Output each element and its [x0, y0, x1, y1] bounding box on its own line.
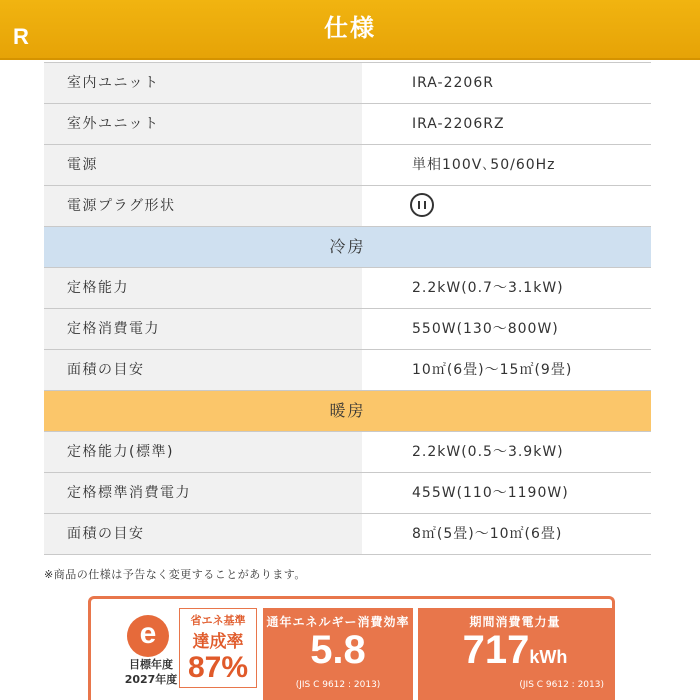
- kwh-title: 期間消費電力量: [469, 615, 561, 629]
- target-year: 目標年度 2027年度: [124, 658, 178, 686]
- apf-value: 5.8: [310, 628, 366, 672]
- apf-panel: [263, 608, 413, 700]
- apf-standard: (JIS C 9612 : 2013): [295, 680, 381, 690]
- apf-title: 通年エネルギー消費効率: [266, 615, 410, 629]
- achievement-rate-box: [179, 608, 257, 688]
- spec-note: ※商品の仕様は予告なく変更することがあります。: [44, 568, 306, 581]
- spec-value: IRA-2206R: [362, 63, 651, 103]
- spec-table: [44, 62, 651, 555]
- spec-label: 定格能力(標準): [44, 432, 362, 472]
- kwh-value-wrap: [418, 628, 612, 673]
- rate-heading: 省エネ基準: [190, 614, 246, 627]
- kwh-unit: kWh: [529, 647, 568, 667]
- spec-value: 2.2kW(0.7～3.1kW): [362, 268, 651, 308]
- power-plug-icon: [410, 193, 434, 217]
- table-row: [44, 104, 651, 145]
- spec-label: 定格消費電力: [44, 309, 362, 349]
- spec-label: 電源: [44, 145, 362, 185]
- spec-value: 455W(110～1190W): [362, 473, 651, 513]
- page-title: 仕様: [324, 14, 376, 42]
- spec-label: 定格標準消費電力: [44, 473, 362, 513]
- kwh-standard: (JIS C 9612 : 2013): [519, 680, 604, 690]
- spec-value: 10㎡(6畳)～15㎡(9畳): [362, 350, 651, 390]
- table-row: [44, 309, 651, 350]
- table-row: [44, 268, 651, 309]
- table-row: [44, 186, 651, 227]
- energy-label: [88, 596, 615, 700]
- table-row: [44, 473, 651, 514]
- spec-value: 8㎡(5畳)～10㎡(6畳): [362, 514, 651, 554]
- table-row: [44, 350, 651, 391]
- table-row: [44, 62, 651, 104]
- table-row: [44, 514, 651, 555]
- rate-label: 達成率: [192, 632, 244, 652]
- spec-label: 面積の目安: [44, 350, 362, 390]
- section-heating: 暖房: [44, 391, 651, 432]
- spec-label: 室内ユニット: [44, 63, 362, 103]
- rate-value: 87%: [187, 651, 249, 684]
- header-bar: [0, 0, 700, 58]
- section-cooling: 冷房: [44, 227, 651, 268]
- energy-saving-e-icon: [127, 615, 169, 657]
- spec-label: 面積の目安: [44, 514, 362, 554]
- kwh-value: 717: [462, 628, 530, 672]
- table-row: [44, 432, 651, 473]
- spec-value-plug: [362, 186, 651, 226]
- spec-value: IRA-2206RZ: [362, 104, 651, 144]
- spec-label: 室外ユニット: [44, 104, 362, 144]
- brand-logo: R: [13, 24, 29, 49]
- spec-value: 550W(130～800W): [362, 309, 651, 349]
- spec-value: 単相100V､50/60Hz: [362, 145, 651, 185]
- kwh-panel: [418, 608, 612, 700]
- spec-value: 2.2kW(0.5～3.9kW): [362, 432, 651, 472]
- spec-label: 定格能力: [44, 268, 362, 308]
- spec-label: 電源プラグ形状: [44, 186, 362, 226]
- table-row: [44, 145, 651, 186]
